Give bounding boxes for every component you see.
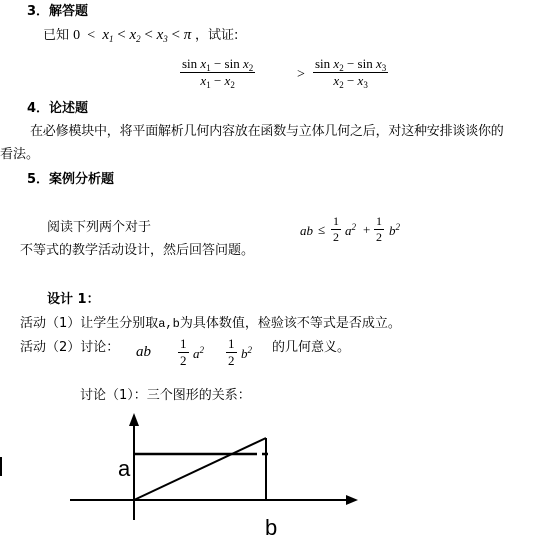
q4-text-line1: 在必修模块中，将平面解析几何内容放在函数与立体几何之后，对这种安排谈谈你的 (30, 124, 504, 139)
q4-text-line2: 看法。 (0, 147, 40, 162)
activity-2-prefix: 活动（2）讨论： (20, 340, 120, 355)
q3-fraction-left: $\sin x_1 - \sin x_2$ $x_1 - x_2$ (182, 56, 254, 90)
activity-1: 活动（1）让学生分别取a,b为具体数值，检验该不等式是否成立。 (20, 316, 401, 331)
activity-2-a-squared: $a^2$ (193, 345, 204, 361)
activity-2-half-b: 1 2 (228, 336, 235, 368)
diagonal-line (134, 438, 266, 500)
design-1-title: 设计 1： (47, 292, 100, 307)
section-3-title: 3．解答题 (27, 4, 89, 19)
label-b: b (265, 515, 278, 540)
y-axis-arrow (129, 413, 139, 426)
discussion-1: 讨论（1）：三个图形的关系： (80, 388, 251, 403)
section-4-title: 4．论述题 (27, 101, 89, 116)
x-axis-arrow (346, 495, 358, 505)
activity-2-b-squared: $b^2$ (241, 345, 252, 361)
activity-2-ab: ab (136, 344, 151, 360)
q3-greater-than: > (297, 67, 305, 82)
q5-text-line2: 不等式的教学活动设计，然后回答问题。 (20, 243, 255, 258)
activity-2-half-a: 1 2 (180, 336, 187, 368)
section-5-title: 5．案例分析题 (27, 172, 115, 187)
activity-2-suffix: 的几何意义。 (272, 340, 351, 355)
q3-fraction-right: $\sin x_2 - \sin x_3$ $x_2 - x_3$ (315, 56, 387, 90)
q3-intro: 已知 $0 < x_1 < x_2 < x_3 < \pi$ ，试证: (43, 27, 239, 44)
label-a: a (118, 456, 131, 481)
q5-read-text: 阅读下列两个对于 (47, 220, 152, 235)
